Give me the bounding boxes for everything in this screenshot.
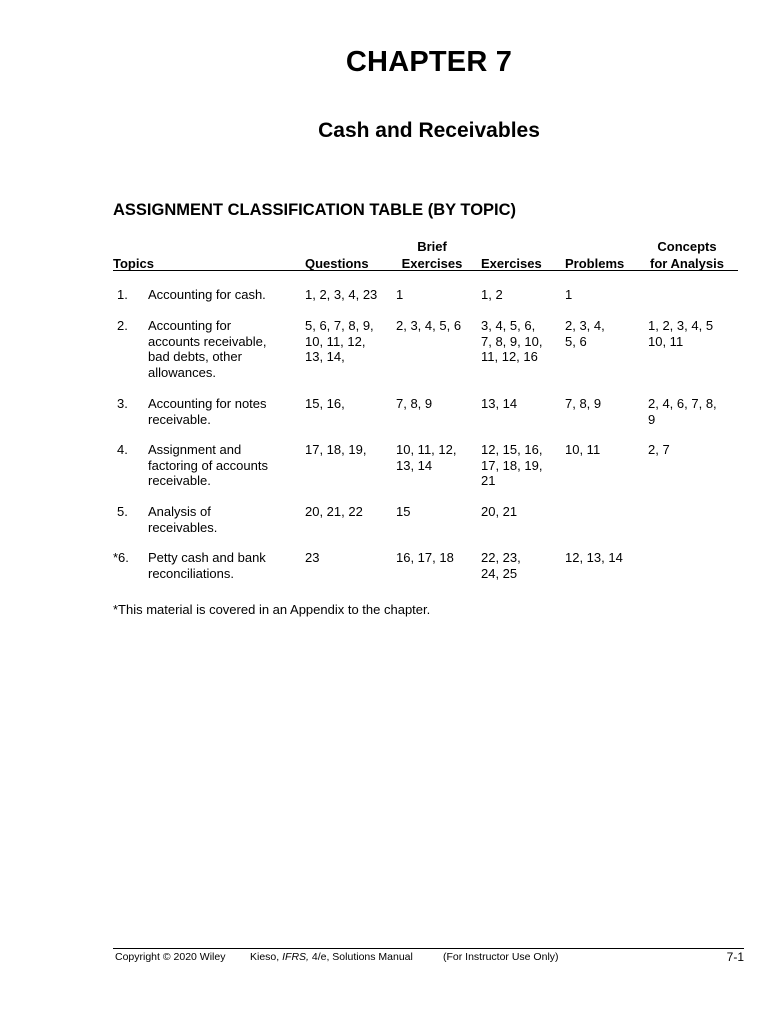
row-brief-exercises: 16, 17, 18 — [396, 550, 454, 565]
row-exercises: 13, 14 — [481, 396, 518, 411]
row-questions: 20, 21, 22 — [305, 504, 363, 519]
header-questions: Questions — [305, 256, 369, 271]
footer-use-note: (For Instructor Use Only) — [443, 951, 559, 963]
row-brief-exercises: 1 — [396, 287, 404, 302]
header-concepts-for-analysis — [644, 238, 730, 272]
row-number: 1. — [117, 287, 128, 302]
header-concepts-line-2: for Analysis — [650, 256, 724, 271]
header-brief-exercises — [396, 238, 468, 272]
row-exercises: 1, 2 — [481, 287, 503, 302]
row-questions: 17, 18, 19, — [305, 442, 367, 457]
row-exercises: 12, 15, 16, 17, 18, 19, 21 — [481, 442, 543, 489]
footer-book-title: IFRS, — [282, 951, 309, 963]
row-concepts: 1, 2, 3, 4, 5 10, 11 — [648, 318, 714, 349]
header-problems: Problems — [565, 256, 625, 271]
row-brief-exercises: 7, 8, 9 — [396, 396, 433, 411]
footer-author: Kieso, — [250, 951, 280, 963]
row-topic: Analysis of receivables. — [148, 504, 218, 535]
header-exercises: Exercises — [481, 256, 542, 271]
row-number: 5. — [117, 504, 128, 519]
row-problems: 12, 13, 14 — [565, 550, 623, 565]
row-exercises: 20, 21 — [481, 504, 518, 519]
header-topics: Topics — [113, 256, 154, 271]
footer-rule — [113, 948, 744, 949]
header-brief-line-2: Exercises — [401, 256, 463, 271]
row-problems: 1 — [565, 287, 573, 302]
appendix-footnote: *This material is covered in an Appendix to the chapter. — [113, 602, 431, 617]
row-number: *6. — [113, 550, 129, 565]
row-topic: Accounting for cash. — [148, 287, 266, 302]
row-problems: 2, 3, 4, 5, 6 — [565, 318, 605, 349]
row-concepts: 2, 7 — [648, 442, 670, 457]
table-title: ASSIGNMENT CLASSIFICATION TABLE (BY TOPIC) — [113, 201, 517, 219]
row-problems: 10, 11 — [565, 442, 601, 457]
row-concepts: 2, 4, 6, 7, 8, 9 — [648, 396, 717, 427]
row-number: 4. — [117, 442, 128, 457]
row-questions: 23 — [305, 550, 320, 565]
row-topic: Accounting for notes receivable. — [148, 396, 267, 427]
row-questions: 5, 6, 7, 8, 9, 10, 11, 12, 13, 14, — [305, 318, 374, 365]
row-questions: 1, 2, 3, 4, 23 — [305, 287, 378, 302]
row-brief-exercises: 15 — [396, 504, 411, 519]
header-rule — [113, 270, 738, 271]
footer-edition: 4/e, Solutions Manual — [311, 951, 413, 963]
page-number: 7-1 — [726, 950, 744, 964]
row-topic: Assignment and factoring of accounts receivable. — [148, 442, 268, 489]
row-topic: Petty cash and bank reconciliations. — [148, 550, 266, 581]
row-exercises: 3, 4, 5, 6, 7, 8, 9, 10, 11, 12, 16 — [481, 318, 543, 365]
row-questions: 15, 16, — [305, 396, 345, 411]
row-number: 2. — [117, 318, 128, 333]
row-exercises: 22, 23, 24, 25 — [481, 550, 521, 581]
chapter-title: CHAPTER 7 — [345, 46, 513, 78]
row-brief-exercises: 10, 11, 12, 13, 14 — [396, 442, 457, 473]
header-concepts-line-1: Concepts — [657, 239, 717, 254]
footer-book-reference — [250, 951, 413, 964]
row-problems: 7, 8, 9 — [565, 396, 602, 411]
chapter-subtitle: Cash and Receivables — [318, 119, 540, 142]
row-topic: Accounting for accounts receivable, bad debts, other allowances. — [148, 318, 267, 380]
row-brief-exercises: 2, 3, 4, 5, 6 — [396, 318, 462, 333]
footer-copyright: Copyright © 2020 Wiley — [115, 951, 226, 963]
header-brief-line-1: Brief — [417, 239, 447, 254]
row-number: 3. — [117, 396, 128, 411]
